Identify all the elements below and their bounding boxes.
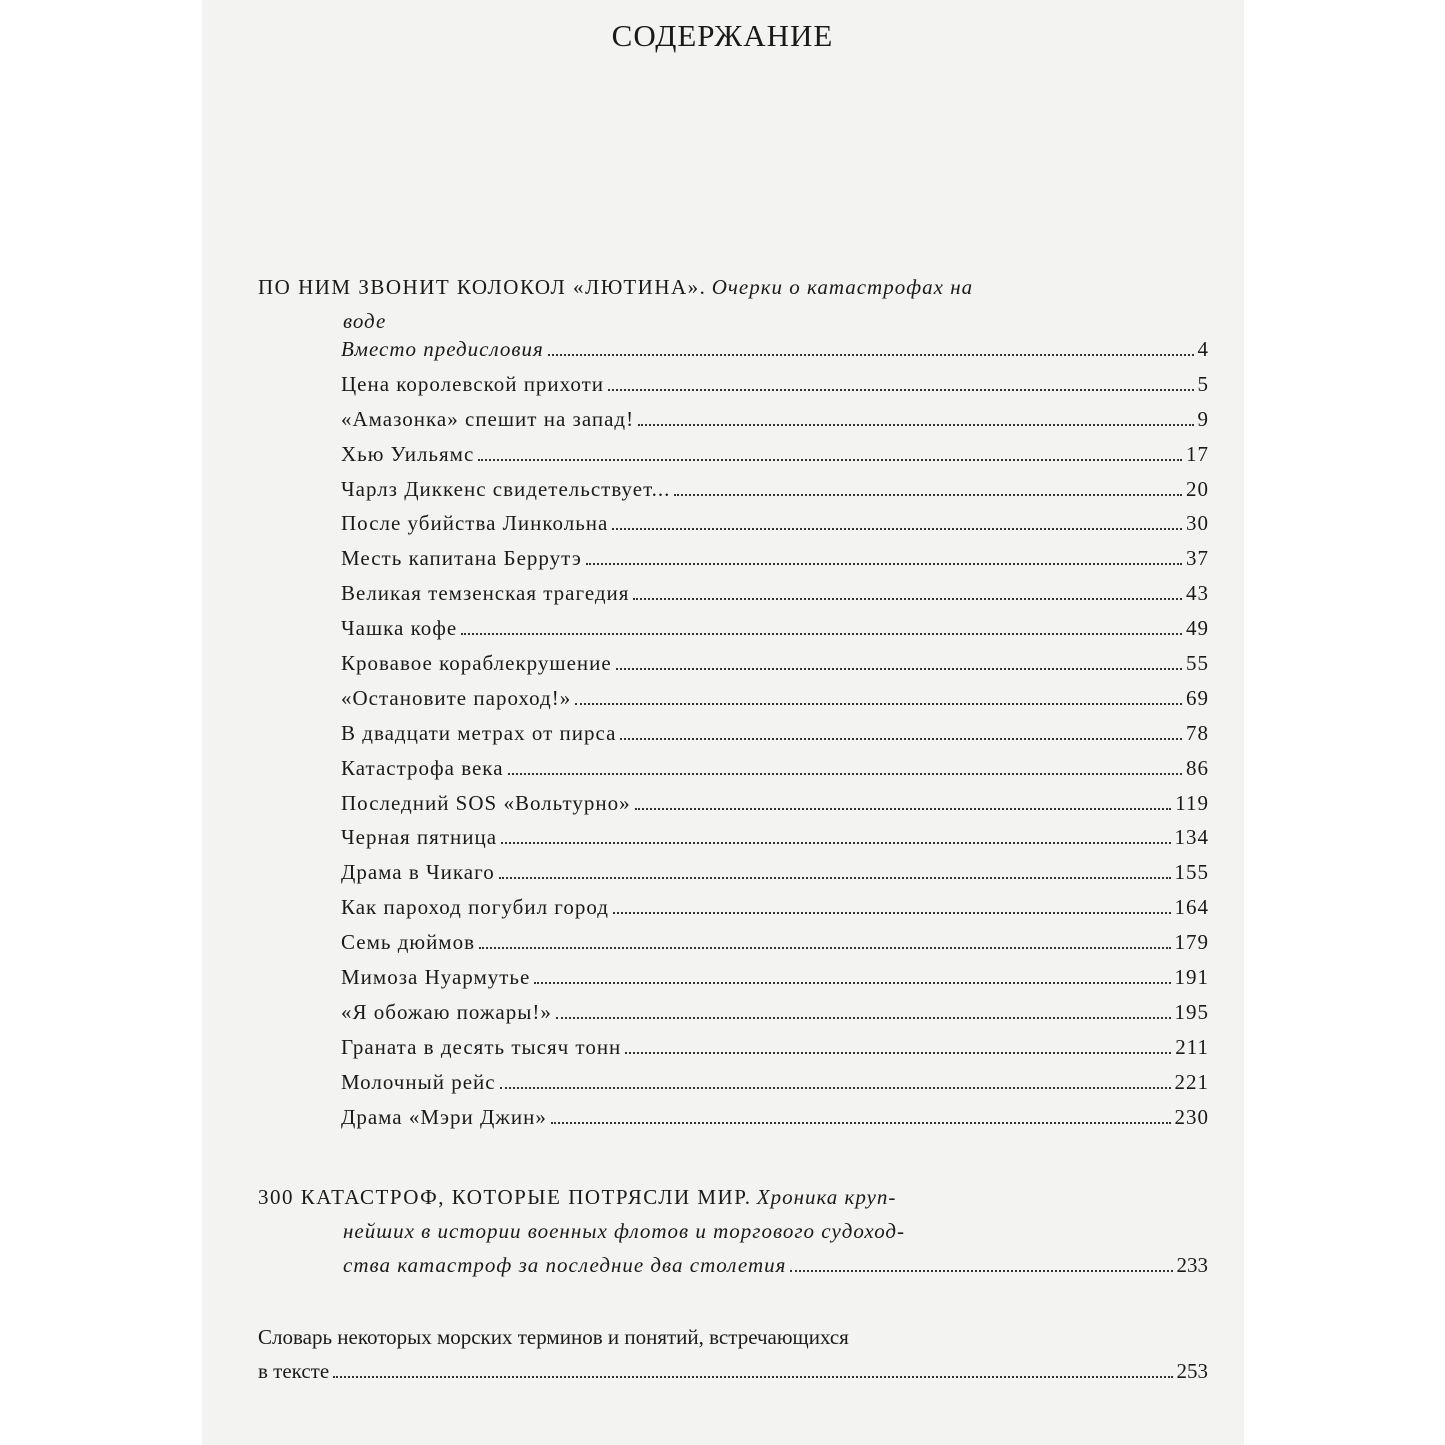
part3-block bbox=[258, 1320, 1208, 1388]
leader-dots bbox=[635, 808, 1172, 810]
leader-dots bbox=[501, 842, 1170, 844]
toc-entry-title: В двадцати метрах от пирса bbox=[341, 720, 617, 745]
toc-entry-page: 195 bbox=[1174, 999, 1209, 1024]
toc-entry bbox=[341, 825, 1209, 860]
part1-title: ПО НИМ ЗВОНИТ КОЛОКОЛ «ЛЮТИНА». bbox=[258, 275, 707, 299]
toc-entry-page: 17 bbox=[1186, 441, 1209, 466]
toc-entry bbox=[341, 337, 1209, 372]
leader-dots bbox=[638, 424, 1193, 426]
leader-dots bbox=[613, 912, 1171, 914]
leader-dots bbox=[479, 947, 1170, 949]
toc-entry-title: Катастрофа века bbox=[341, 755, 504, 780]
toc-entry-title: Граната в десять тысяч тонн bbox=[341, 1034, 622, 1059]
leader-dots bbox=[500, 1087, 1171, 1089]
toc-entry bbox=[341, 546, 1209, 581]
leader-dots bbox=[333, 1376, 1172, 1378]
toc-entry-page: 78 bbox=[1186, 720, 1209, 745]
toc-entry-title: Как пароход погубил город bbox=[341, 895, 609, 920]
toc-entry-page: 37 bbox=[1186, 546, 1209, 571]
leader-dots bbox=[548, 354, 1194, 356]
leader-dots bbox=[612, 528, 1182, 530]
toc-entry-title: «Остановите пароход!» bbox=[341, 685, 572, 710]
toc-entry-page: 69 bbox=[1186, 685, 1209, 710]
leader-dots bbox=[556, 1017, 1171, 1019]
toc-entry-title: Хью Уильямс bbox=[341, 441, 475, 466]
toc-entry-title: Месть капитана Беррутэ bbox=[341, 546, 582, 571]
toc-entry-title: Черная пятница bbox=[341, 825, 498, 850]
leader-dots bbox=[586, 563, 1182, 565]
leader-dots bbox=[633, 598, 1182, 600]
leader-dots bbox=[534, 982, 1170, 984]
toc-entry bbox=[341, 1000, 1209, 1035]
toc-entry bbox=[341, 721, 1209, 756]
toc-entry-title: Вместо предисловия bbox=[341, 337, 544, 361]
toc-entry bbox=[341, 756, 1209, 791]
toc-entry bbox=[341, 407, 1209, 442]
toc-entry bbox=[341, 616, 1209, 651]
part3-line-b: в тексте bbox=[258, 1359, 330, 1383]
toc-entry-list bbox=[341, 337, 1209, 1139]
leader-dots bbox=[674, 494, 1182, 496]
toc-entry-title: Чарлз Диккенс свидетельствует... bbox=[341, 476, 671, 501]
toc-entry-page: 191 bbox=[1174, 965, 1209, 990]
toc-entry-title: Драма «Мэри Джин» bbox=[341, 1104, 547, 1129]
part2-block bbox=[258, 1180, 1208, 1282]
toc-entry bbox=[341, 930, 1209, 965]
part2-title: 300 КАТАСТРОФ, КОТОРЫЕ ПОТРЯСЛИ МИР. bbox=[258, 1185, 752, 1209]
toc-entry-page: 211 bbox=[1175, 1034, 1209, 1059]
leader-dots bbox=[620, 738, 1182, 740]
toc-entry-page: 9 bbox=[1197, 406, 1209, 431]
toc-entry-title: Великая темзенская трагедия bbox=[341, 581, 630, 606]
toc-entry bbox=[341, 1105, 1209, 1140]
toc-entry-title: «Я обожаю пожары!» bbox=[341, 999, 552, 1024]
leader-dots bbox=[575, 703, 1182, 705]
toc-entry-title: Драма в Чикаго bbox=[341, 860, 495, 885]
toc-entry-page: 155 bbox=[1174, 860, 1209, 885]
leader-dots bbox=[461, 633, 1182, 635]
toc-entry-title: Мимоза Нуармутье bbox=[341, 965, 531, 990]
toc-entry-page: 49 bbox=[1186, 616, 1209, 641]
toc-entry bbox=[341, 895, 1209, 930]
part1-subtitle-a: Очерки о катастрофах на bbox=[711, 275, 974, 299]
toc-entry bbox=[341, 686, 1209, 721]
part2-page-number: 233 bbox=[1176, 1253, 1208, 1277]
toc-entry-page: 43 bbox=[1186, 581, 1209, 606]
leader-dots bbox=[508, 773, 1182, 775]
toc-entry-title: Чашка кофе bbox=[341, 616, 458, 641]
toc-entry-title: Молочный рейс bbox=[341, 1069, 496, 1094]
toc-entry-page: 5 bbox=[1197, 371, 1209, 396]
leader-dots bbox=[608, 389, 1193, 391]
toc-entry bbox=[341, 442, 1209, 477]
toc-entry-page: 20 bbox=[1186, 476, 1209, 501]
toc-entry-page: 221 bbox=[1174, 1069, 1209, 1094]
part2-subtitle-c: ства катастроф за последние два столетия bbox=[343, 1253, 787, 1277]
toc-entry bbox=[341, 372, 1209, 407]
part1-subtitle-b: воде bbox=[343, 309, 387, 333]
toc-entry bbox=[341, 477, 1209, 512]
toc-entry-title: Семь дюймов bbox=[341, 930, 476, 955]
leader-dots bbox=[551, 1122, 1171, 1124]
toc-entry-page: 134 bbox=[1174, 825, 1209, 850]
toc-entry-title: Последний SOS «Вольтурно» bbox=[341, 790, 631, 815]
toc-entry-page: 30 bbox=[1186, 511, 1209, 536]
toc-entry-title: Кровавое кораблекрушение bbox=[341, 651, 612, 676]
leader-dots bbox=[499, 877, 1171, 879]
leader-dots bbox=[790, 1270, 1172, 1272]
part3-page-number: 253 bbox=[1176, 1359, 1208, 1383]
toc-entry bbox=[341, 860, 1209, 895]
toc-entry bbox=[341, 1035, 1209, 1070]
toc-entry bbox=[341, 791, 1209, 826]
toc-entry-title: После убийства Линкольна bbox=[341, 511, 609, 536]
leader-dots bbox=[625, 1052, 1171, 1054]
toc-entry-page: 164 bbox=[1174, 895, 1209, 920]
toc-entry-page: 230 bbox=[1174, 1104, 1209, 1129]
toc-entry-page: 55 bbox=[1186, 651, 1209, 676]
part2-subtitle-b: нейших в истории военных флотов и торгового судоход- bbox=[343, 1219, 906, 1243]
toc-entry-page: 119 bbox=[1175, 790, 1209, 815]
toc-entry bbox=[341, 651, 1209, 686]
part3-line-a: Словарь некоторых морских терминов и понятий, встречающихся bbox=[258, 1325, 849, 1349]
toc-entry bbox=[341, 511, 1209, 546]
toc-entry-page: 86 bbox=[1186, 755, 1209, 780]
page-title: СОДЕРЖАНИЕ bbox=[611, 18, 834, 53]
toc-entry bbox=[341, 965, 1209, 1000]
leader-dots bbox=[616, 668, 1182, 670]
toc-entry bbox=[341, 1070, 1209, 1105]
toc-entry-title: Цена королевской прихоти bbox=[341, 371, 605, 396]
part1-header bbox=[258, 270, 1208, 338]
leader-dots bbox=[478, 459, 1182, 461]
toc-entry-page: 179 bbox=[1174, 930, 1209, 955]
toc-entry-title: «Амазонка» спешит на запад! bbox=[341, 406, 635, 431]
part2-subtitle-a: Хроника круп- bbox=[756, 1185, 897, 1209]
toc-entry bbox=[341, 581, 1209, 616]
toc-entry-page: 4 bbox=[1197, 337, 1209, 361]
